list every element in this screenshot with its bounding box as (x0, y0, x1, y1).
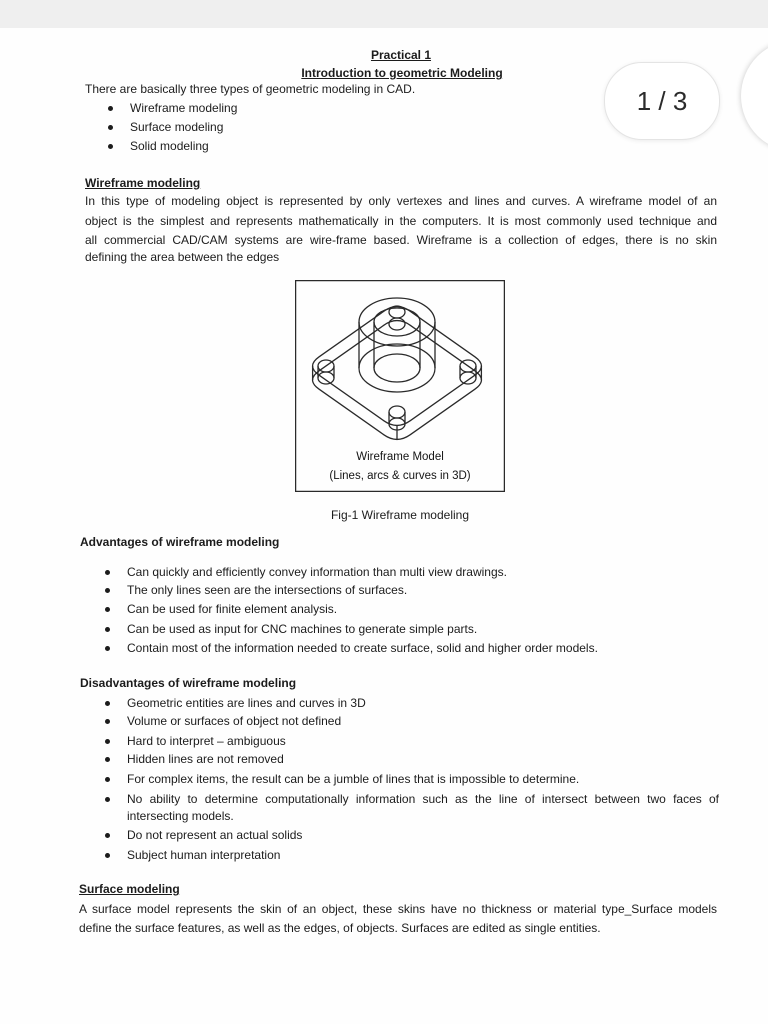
paragraph-line: A surface model represents the skin of an object, these skins have no thickness or material type_Surface models (79, 902, 717, 916)
bullet (105, 588, 110, 593)
hole-back (389, 306, 405, 330)
intro-text: There are basically three types of geometric modeling in CAD. (85, 82, 416, 96)
bullet (105, 570, 110, 575)
bullet (105, 701, 110, 706)
paragraph-line: all commercial CAD/CAM systems are wire-frame based. Wireframe is a collection of edges, there is no skin (85, 233, 717, 247)
paragraph-line: object is the simplest and represents mathematically in the computers. It is most commonly used technique and (85, 214, 717, 228)
floating-button[interactable] (741, 40, 768, 152)
section-heading-wireframe: Wireframe modeling (85, 176, 201, 190)
list-item: Solid modeling (130, 139, 209, 153)
list-item: Can be used as input for CNC machines to generate simple parts. (127, 622, 478, 636)
bullet (105, 719, 110, 724)
viewer-top-bar (0, 0, 768, 28)
paragraph-line: defining the area between the edges (85, 250, 280, 264)
bullet (105, 739, 110, 744)
paragraph-line: define the surface features, as well as the edges, of objects. Surfaces are edited as single entities. (79, 921, 601, 935)
list-item: Can be used for finite element analysis. (127, 602, 338, 616)
paragraph-line: In this type of modeling object is represented by only vertexes and lines and curves. A wireframe model of an (85, 194, 717, 208)
bullet (108, 144, 113, 149)
bullet (105, 646, 110, 651)
list-item: Surface modeling (130, 120, 224, 134)
list-item: Geometric entities are lines and curves in 3D (127, 696, 366, 710)
list-item: Do not represent an actual solids (127, 828, 303, 842)
document-title: Practical 1 (370, 48, 432, 62)
list-item: Volume or surfaces of object not defined (127, 714, 342, 728)
bullet (105, 833, 110, 838)
section-heading-advantages: Advantages of wireframe modeling (80, 535, 280, 549)
floating-button-container (736, 36, 768, 156)
bullet (105, 853, 110, 858)
document-subtitle: Introduction to geometric Modeling (301, 66, 503, 80)
list-item: Hidden lines are not removed (127, 752, 284, 766)
bullet (108, 125, 113, 130)
plate-bottom-face (313, 321, 482, 440)
list-item: Contain most of the information needed to create surface, solid and higher order models. (127, 641, 598, 655)
bullet (105, 797, 110, 802)
list-item: Can quickly and efficiently convey information than multi view drawings. (127, 565, 507, 579)
bullet (105, 777, 110, 782)
figure-sublabel: (Lines, arcs & curves in 3D) (329, 470, 471, 482)
cylinder-boss (359, 298, 435, 392)
section-heading-surface: Surface modeling (79, 882, 180, 896)
bullet (105, 757, 110, 762)
bullet (105, 627, 110, 632)
bullet (108, 106, 113, 111)
figure-label: Wireframe Model (356, 451, 444, 463)
list-item: Wireframe modeling (130, 101, 238, 115)
bullet (105, 607, 110, 612)
list-item: Hard to interpret – ambiguous (127, 734, 286, 748)
list-item: No ability to determine computationally information such as the line of intersect between two faces of intersecting models. (127, 791, 719, 823)
plate-top-face (313, 307, 482, 426)
page-indicator (604, 62, 720, 140)
list-item: For complex items, the result can be a jumble of lines that is impossible to determine. (127, 772, 580, 786)
list-item: The only lines seen are the intersections of surfaces. (127, 583, 408, 597)
page-indicator-text: 1 / 3 (636, 85, 688, 116)
list-item: Subject human interpretation (127, 848, 281, 862)
section-heading-disadvantages: Disadvantages of wireframe modeling (80, 676, 297, 690)
figure-caption: Fig-1 Wireframe modeling (330, 508, 470, 522)
